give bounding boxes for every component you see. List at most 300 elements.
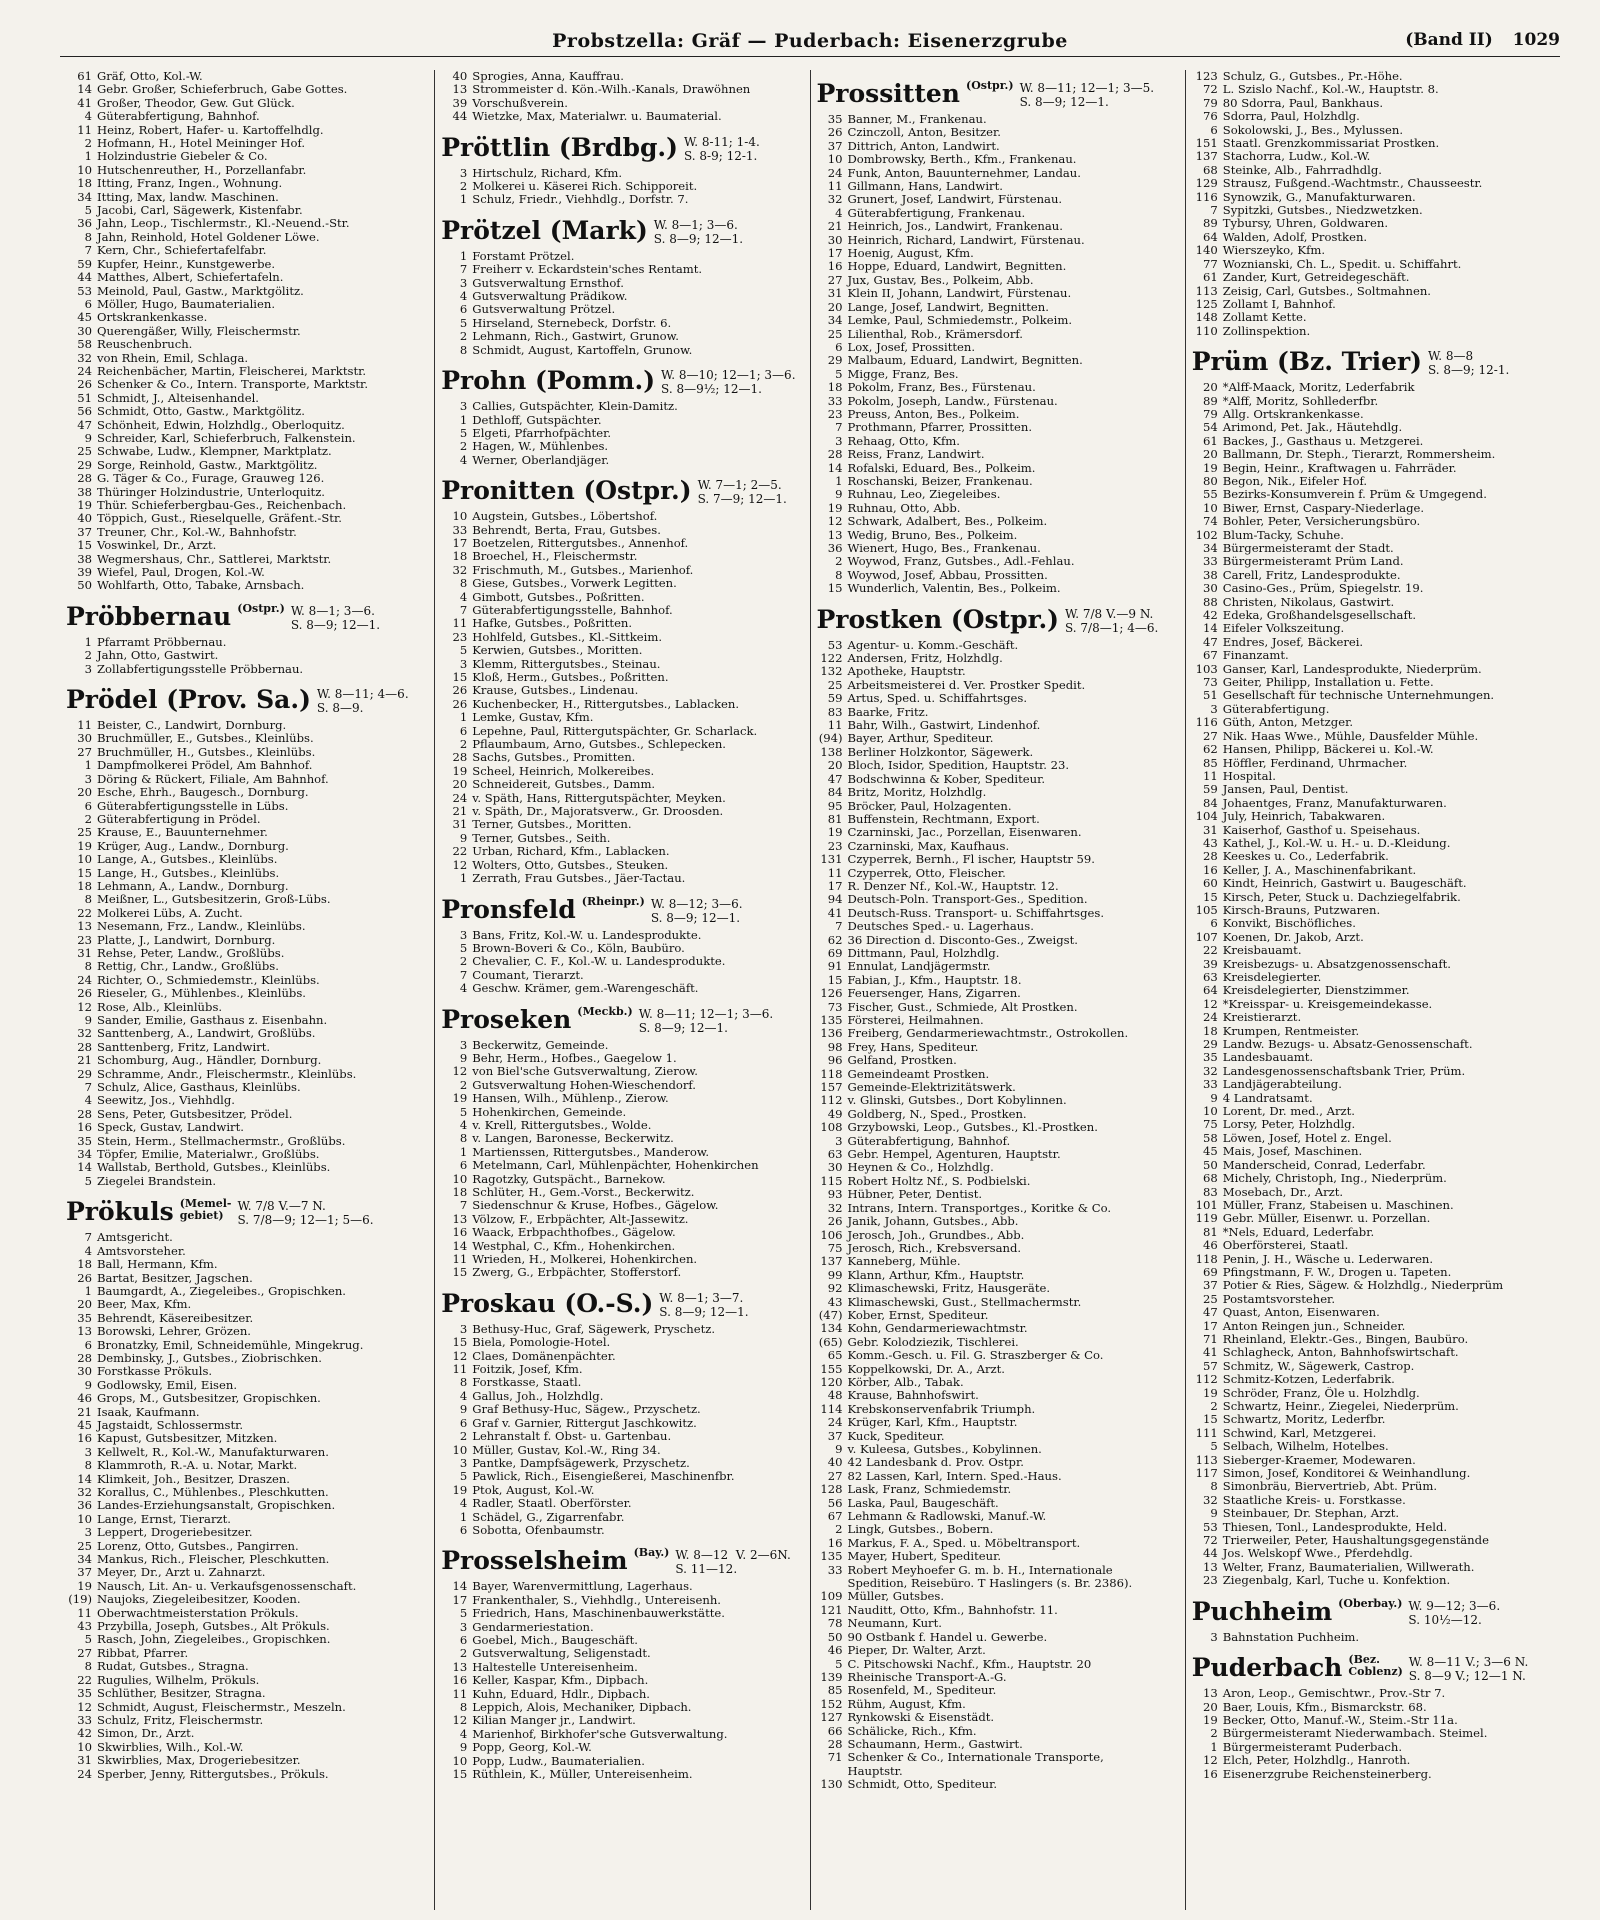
- phone-number: 19: [1202, 1713, 1218, 1727]
- subscriber-text: Waack, Erbpachthofbes., Gägelow.: [472, 1226, 676, 1240]
- subscriber-text: Schmidt, Otto, Gastw., Marktgölitz.: [97, 405, 305, 419]
- subscriber-text: Kanneberg, Mühle.: [847, 1255, 961, 1269]
- directory-entry: [1192, 1078, 1554, 1091]
- phone-number: (47): [818, 1308, 843, 1322]
- directory-entry: [1192, 448, 1554, 461]
- subscriber-text: v. Langen, Baronesse, Beckerwitz.: [472, 1132, 674, 1146]
- subscriber-text: Foitzik, Josef, Kfm.: [472, 1363, 583, 1377]
- phone-number: 57: [1202, 1359, 1218, 1373]
- phone-number: 75: [1202, 1118, 1218, 1132]
- directory-entry: [441, 818, 803, 831]
- subscriber-text: Sander, Emilie, Gasthaus z. Eisenbahn.: [97, 1014, 328, 1027]
- directory-entry: [66, 338, 428, 351]
- subscriber-text: Kirsch, Peter, Stuck u. Dachziegelfabrik.: [1222, 890, 1461, 904]
- phone-number: 79: [1202, 96, 1218, 110]
- phone-number: 26: [77, 378, 92, 392]
- phone-number: 17: [1202, 1319, 1218, 1333]
- phone-number: 36: [77, 1499, 92, 1513]
- subscriber-text: Hagen, W., Mühlenbes.: [472, 440, 609, 454]
- phone-number: 4: [459, 290, 468, 304]
- place-heading: [441, 367, 803, 396]
- phone-number: 33: [827, 1563, 843, 1577]
- subscriber-text: Anton Reingen jun., Schneider.: [1222, 1319, 1406, 1333]
- directory-entry: [817, 1282, 1179, 1295]
- directory-entry: [66, 1135, 428, 1148]
- phone-number: 27: [827, 273, 843, 287]
- directory-entry: [817, 1456, 1179, 1469]
- phone-number: 9: [459, 1051, 468, 1065]
- phone-number: 48: [827, 1389, 843, 1403]
- phone-number: 5: [84, 1633, 92, 1647]
- subscriber-text: Jahn, Leop., Tischlermstr., Kl.-Neuend.-Str.: [97, 217, 350, 231]
- phone-number: 20: [1202, 381, 1218, 395]
- phone-number: 10: [452, 510, 468, 524]
- phone-number: 20: [1202, 448, 1218, 462]
- phone-number: 29: [827, 354, 843, 368]
- directory-entry: [441, 330, 803, 343]
- directory-entry: [817, 800, 1179, 813]
- phone-number: 58: [1202, 1131, 1218, 1145]
- subscriber-text: v. Späth, Dr., Majoratsverw., Gr. Droosden.: [472, 805, 724, 819]
- page-number: 1029: [1512, 30, 1560, 50]
- phone-number: 4: [459, 1497, 468, 1511]
- subscriber-text: Krause, Gutsbes., Lindenau.: [472, 684, 639, 698]
- subscriber-text: Stein, Herm., Stellmachermstr., Großlübs.: [97, 1134, 346, 1148]
- subscriber-text: Walden, Adolf, Prostken.: [1222, 230, 1368, 244]
- subscriber-text: Geiter, Philipp, Installation u. Fette.: [1222, 676, 1434, 690]
- subscriber-text: Zerrath, Frau Gutsbes., Jäer-Tactau.: [472, 872, 686, 886]
- directory-entry: [66, 1272, 428, 1285]
- subscriber-text: Augstein, Gutsbes., Löbertshof.: [472, 510, 658, 524]
- directory-entry: [817, 1403, 1179, 1416]
- subscriber-text: Brown-Boveri & Co., Köln, Baubüro.: [472, 941, 685, 955]
- directory-entry: [66, 512, 428, 525]
- directory-entry: [441, 1199, 803, 1212]
- directory-entry: [817, 1483, 1179, 1496]
- phone-number: 16: [452, 1674, 468, 1688]
- directory-entry: [1192, 1427, 1554, 1440]
- directory-entry: [817, 341, 1179, 354]
- subscriber-text: Fabian, J., Kfm., Hauptstr. 18.: [847, 973, 1022, 987]
- subscriber-text: Becker, Otto, Manuf.-W., Steim.-Str 11a.: [1222, 1713, 1458, 1727]
- directory-entry: [441, 1119, 803, 1132]
- place-heading: [66, 1198, 428, 1227]
- subscriber-text: Leppert, Drogeriebesitzer.: [97, 1526, 253, 1540]
- subscriber-text: Speck, Gustav, Landwirt.: [97, 1121, 244, 1135]
- phone-number: 3: [84, 772, 92, 786]
- directory-entry: [441, 400, 803, 413]
- directory-entry: [441, 1159, 803, 1172]
- phone-number: 32: [827, 1201, 843, 1215]
- directory-entry: [441, 644, 803, 657]
- phone-number: 18: [452, 550, 468, 564]
- phone-number: 25: [827, 327, 843, 341]
- directory-entry: [66, 920, 428, 933]
- phone-number: 30: [77, 732, 92, 746]
- directory-entry: [66, 392, 428, 405]
- directory-entry: [1192, 1132, 1554, 1145]
- directory-entry: [1192, 529, 1554, 542]
- phone-number: 8: [459, 1376, 468, 1390]
- phone-number: 11: [827, 719, 843, 733]
- phone-number: 12: [1202, 997, 1218, 1011]
- phone-number: 12: [827, 515, 843, 529]
- phone-number: 33: [452, 523, 468, 537]
- subscriber-text: Czyperrek, Bernh., Fl ischer, Hauptstr 59.: [847, 853, 1095, 867]
- directory-entry: [1192, 97, 1554, 110]
- phone-number: 36: [77, 217, 92, 231]
- subscriber-text: Ballmann, Dr. Steph., Tierarzt, Rommersheim.: [1222, 448, 1496, 462]
- subscriber-text: Lilienthal, Rob., Krämersdorf.: [847, 327, 1023, 341]
- subscriber-text: Grzybowski, Leop., Gutsbes., Kl.-Prostken.: [847, 1121, 1098, 1135]
- office-hours: W. 8—1; 3—7. S. 8—9; 12—1.: [659, 1290, 749, 1319]
- directory-entry: [817, 1470, 1179, 1483]
- directory-entry: [1192, 1186, 1554, 1199]
- directory-entry: [66, 285, 428, 298]
- subscriber-text: Klimaschewski, Gust., Stellmachermstr.: [847, 1295, 1082, 1309]
- directory-entry: [1192, 596, 1554, 609]
- phone-number: 2: [1210, 1400, 1218, 1413]
- subscriber-text: Gendarmeriestation.: [472, 1620, 594, 1634]
- directory-entry: [817, 220, 1179, 233]
- subscriber-text: Trierweiler, Peter, Haushaltungsgegenstände: [1222, 1534, 1489, 1548]
- subscriber-text: v. Krell, Rittergutsbes., Wolde.: [472, 1118, 652, 1132]
- subscriber-text: Lehranstalt f. Obst- u. Gartenbau.: [472, 1430, 672, 1444]
- subscriber-text: Backes, J., Gasthaus u. Metzgerei.: [1222, 434, 1424, 448]
- directory-entry: [66, 419, 428, 432]
- subscriber-text: Kohn, Gendarmeriewachtmstr.: [847, 1322, 1028, 1336]
- directory-entry: [441, 250, 803, 263]
- phone-number: 2: [459, 1647, 468, 1661]
- directory-entry: [66, 1001, 428, 1014]
- phone-number: 32: [827, 193, 843, 207]
- phone-number: 83: [827, 705, 843, 719]
- subscriber-text: Malbaum, Eduard, Landwirt, Begnitten.: [847, 354, 1083, 368]
- subscriber-text: Völzow, F., Erbpächter, Alt-Jassewitz.: [472, 1212, 689, 1226]
- directory-entry: [66, 759, 428, 772]
- subscriber-text: Lehmann & Radlowski, Manuf.-W.: [847, 1510, 1047, 1524]
- subscriber-text: Welter, Franz, Baumaterialien, Willwerath.: [1222, 1560, 1475, 1574]
- subscriber-text: Rheinische Transport-A.-G.: [847, 1670, 1007, 1684]
- directory-entry: [66, 1687, 428, 1700]
- directory-entry: [1192, 1494, 1554, 1507]
- phone-number: 3: [459, 1456, 468, 1470]
- subscriber-text: Jacobi, Carl, Sägewerk, Kistenfabr.: [97, 204, 303, 218]
- directory-entry: [66, 1121, 428, 1134]
- subscriber-text: Keller, Kaspar, Kfm., Dipbach.: [472, 1674, 649, 1688]
- phone-number: 8: [459, 343, 468, 357]
- subscriber-text: Güterabfertigung, Frankenau.: [847, 206, 1026, 220]
- directory-entry: [66, 137, 428, 150]
- phone-number: 46: [827, 1644, 843, 1658]
- phone-number: 32: [77, 1027, 92, 1041]
- subscriber-text: Kerwien, Gutsbes., Moritten.: [472, 644, 643, 658]
- subscriber-text: Bahr, Wilh., Gastwirt, Lindenhof.: [847, 719, 1041, 733]
- phone-number: 6: [459, 724, 468, 738]
- phone-number: 3: [1210, 1630, 1218, 1644]
- directory-entry: [66, 1499, 428, 1512]
- directory-entry: [66, 1526, 428, 1539]
- subscriber-text: Bodschwinna & Kober, Spediteur.: [847, 772, 1046, 786]
- directory-entry: [1192, 984, 1554, 997]
- subscriber-text: Kathel, J., Kol.-W. u. H.- u. D.-Kleidung.: [1222, 836, 1451, 850]
- subscriber-text: Deutsches Sped.- u. Lagerhaus.: [847, 920, 1034, 934]
- subscriber-text: Hohlfeld, Gutsbes., Kl.-Sittkeim.: [472, 630, 663, 644]
- directory-entry: [817, 542, 1179, 555]
- subscriber-text: Simon, Dr., Arzt.: [97, 1727, 195, 1741]
- phone-number: 68: [1202, 163, 1218, 177]
- subscriber-text: Quast, Anton, Eisenwaren.: [1222, 1306, 1380, 1320]
- phone-number: 117: [1195, 1467, 1218, 1481]
- directory-entry: [441, 765, 803, 778]
- subscriber-text: Molkerei Lübs, A. Zucht.: [97, 906, 243, 920]
- phone-number: 12: [1202, 1754, 1218, 1768]
- subscriber-text: Beister, C., Landwirt, Dornburg.: [97, 719, 287, 733]
- directory-entry: [66, 1566, 428, 1579]
- subscriber-text: Pfarramt Pröbbernau.: [97, 635, 227, 649]
- phone-number: 6: [835, 340, 843, 354]
- phone-number: 11: [452, 1687, 468, 1701]
- directory-entry: [1192, 1159, 1554, 1172]
- phone-number: 35: [77, 1687, 92, 1701]
- directory-entry: [66, 1258, 428, 1271]
- subscriber-text: Itting, Max, landw. Maschinen.: [97, 190, 279, 204]
- phone-number: 56: [77, 405, 92, 419]
- phone-number: 9: [459, 1741, 468, 1755]
- subscriber-text: Boetzelen, Rittergutsbes., Annenhof.: [472, 536, 689, 550]
- directory-entry: [441, 524, 803, 537]
- phone-number: 106: [820, 1228, 843, 1242]
- directory-entry: [1192, 1253, 1554, 1266]
- directory-entry: [66, 663, 428, 676]
- subscriber-text: Kupfer, Heinr., Kunstgewerbe.: [97, 257, 276, 271]
- phone-number: 19: [1202, 461, 1218, 475]
- directory-entry: [441, 1701, 803, 1714]
- directory-entry: [817, 1349, 1179, 1362]
- directory-entry: [66, 352, 428, 365]
- subscriber-text: Popp, Ludw., Baumaterialien.: [472, 1754, 645, 1768]
- phone-number: 27: [827, 1469, 843, 1483]
- phone-number: 10: [77, 853, 92, 867]
- subscriber-text: Schwabe, Ludw., Klempner, Marktplatz.: [97, 445, 332, 459]
- phone-number: 131: [820, 853, 843, 867]
- phone-number: (65): [818, 1335, 843, 1349]
- directory-entry: [817, 408, 1179, 421]
- subscriber-text: Oberwachtmeisterstation Prökuls.: [97, 1606, 299, 1620]
- phone-number: 9: [459, 831, 468, 845]
- directory-entry: [817, 193, 1179, 206]
- phone-number: 13: [452, 1212, 468, 1226]
- subscriber-text: Simon, Josef, Konditorei & Weinhandlung.: [1222, 1467, 1471, 1481]
- directory-entry: [441, 982, 803, 995]
- subscriber-text: Bronatzky, Emil, Schneidemühle, Mingekrug.: [97, 1338, 364, 1352]
- phone-number: 30: [1202, 582, 1218, 596]
- directory-entry: [66, 70, 428, 83]
- place-heading: [66, 603, 428, 632]
- phone-number: 6: [459, 1416, 468, 1430]
- phone-number: 34: [1202, 542, 1218, 555]
- phone-number: 155: [820, 1362, 843, 1376]
- subscriber-text: Jagstaidt, Schlossermstr.: [97, 1418, 244, 1432]
- directory-entry: [66, 1379, 428, 1392]
- phone-number: 1: [84, 759, 92, 773]
- directory-entry: [1192, 1279, 1554, 1292]
- directory-entry: [817, 287, 1179, 300]
- phone-number: 28: [827, 1737, 843, 1751]
- phone-number: 37: [827, 1429, 843, 1443]
- subscriber-text: Nesemann, Frz., Landw., Kleinlübs.: [97, 920, 306, 934]
- phone-number: 59: [1202, 783, 1218, 797]
- directory-entry: [817, 301, 1179, 314]
- directory-entry: [441, 97, 803, 110]
- subscriber-text: Sypitzki, Gutsbes., Niedzwetzken.: [1222, 204, 1423, 218]
- directory-entry: [66, 110, 428, 123]
- subscriber-text: Agentur- u. Komm.-Geschäft.: [847, 638, 1019, 652]
- phone-number: 3: [459, 166, 468, 180]
- subscriber-text: Gutsverwaltung Prötzel.: [472, 303, 616, 317]
- phone-number: 40: [452, 70, 468, 83]
- subscriber-text: Schwartz, Heinr., Ziegelei, Niederprüm.: [1222, 1400, 1459, 1413]
- subscriber-text: Gutsverwaltung, Seligenstadt.: [472, 1647, 651, 1661]
- directory-entry: [1192, 730, 1554, 743]
- phone-number: 41: [1202, 1346, 1218, 1360]
- phone-number: 11: [77, 719, 92, 733]
- phone-number: 11: [452, 1253, 468, 1267]
- subscriber-text: Krüger, Karl, Kfm., Hauptstr.: [847, 1416, 1018, 1430]
- phone-number: 3: [459, 657, 468, 671]
- phone-number: 28: [452, 751, 468, 765]
- subscriber-text: Pawlick, Rich., Eisengießerei, Maschinenfbr.: [472, 1470, 735, 1484]
- phone-number: 44: [1202, 1547, 1218, 1561]
- subscriber-text: Janik, Johann, Gutsbes., Abb.: [847, 1215, 1019, 1229]
- directory-entry: [1192, 1440, 1554, 1453]
- subscriber-text: Richter, O., Schmiedemstr., Kleinlübs.: [97, 973, 320, 987]
- subscriber-text: Andersen, Fritz, Holzhdlg.: [847, 652, 1003, 666]
- subscriber-text: Rehaag, Otto, Kfm.: [847, 434, 960, 448]
- directory-entry: [441, 1065, 803, 1078]
- phone-number: 137: [820, 1255, 843, 1269]
- directory-entry: [1192, 1561, 1554, 1574]
- phone-number: 12: [452, 1349, 468, 1363]
- subscriber-text: Woywod, Josef, Abbau, Prossitten.: [847, 568, 1048, 582]
- phone-number: 6: [1210, 917, 1218, 931]
- directory-entry: [441, 929, 803, 942]
- phone-number: 26: [827, 126, 843, 140]
- directory-entry: [817, 974, 1179, 987]
- subscriber-text: Hutschenreuther, H., Porzellanfabr.: [97, 163, 307, 177]
- directory-entry: [441, 564, 803, 577]
- directory-entry: [66, 1054, 428, 1067]
- subscriber-text: Gebr. Kolodziezik, Tischlerei.: [847, 1335, 1019, 1349]
- directory-entry: [66, 459, 428, 472]
- subscriber-text: Strommeister d. Kön.-Wilh.-Kanals, Drawöhnen: [472, 83, 751, 97]
- subscriber-text: Goldberg, N., Sped., Prostken.: [847, 1107, 1027, 1121]
- directory-entry: [441, 591, 803, 604]
- subscriber-text: Spedition, Reisebüro. T Haslingers (s. Br. 2386).: [847, 1577, 1133, 1591]
- phone-number: 123: [1195, 70, 1218, 83]
- subscriber-text: Lask, Franz, Schmiedemstr.: [847, 1483, 1012, 1497]
- phone-number: 63: [1202, 971, 1218, 984]
- phone-number: 3: [84, 1526, 92, 1540]
- directory-entry: [1192, 1333, 1554, 1346]
- phone-number: 80: [1202, 474, 1218, 488]
- directory-entry: [817, 934, 1179, 947]
- subscriber-text: Wegmershaus, Chr., Sattlerei, Marktstr.: [97, 552, 332, 566]
- directory-entry: [817, 987, 1179, 1000]
- directory-entry: [441, 725, 803, 738]
- subscriber-text: Freiherr v. Eckardstein'sches Rentamt.: [472, 263, 703, 277]
- subscriber-text: Pieper, Dr. Walter, Arzt.: [847, 1644, 986, 1658]
- subscriber-text: Sieberger-Kraemer, Modewaren.: [1222, 1453, 1416, 1467]
- subscriber-text: Gemeindeamt Prostken.: [847, 1067, 990, 1081]
- directory-entry: [1192, 743, 1554, 756]
- subscriber-text: v. Kuleesa, Gutsbes., Kobylinnen.: [847, 1443, 1042, 1456]
- directory-entry: [1192, 555, 1554, 568]
- directory-entry: [66, 405, 428, 418]
- directory-entry: [1192, 1467, 1554, 1480]
- subscriber-text: Bürgermeisteramt Puderbach.: [1222, 1740, 1403, 1754]
- subscriber-text: Begon, Nik., Eifeler Hof.: [1222, 474, 1368, 488]
- subscriber-text: Landw. Bezugs- u. Absatz-Genossenschaft.: [1222, 1038, 1473, 1052]
- phone-number: 5: [459, 644, 468, 658]
- directory-entry: [817, 1564, 1179, 1577]
- directory-entry: [817, 529, 1179, 542]
- phone-number: 8: [84, 893, 92, 907]
- subscriber-text: Czarninski, Max, Kaufhaus.: [847, 839, 1010, 853]
- subscriber-text: Bruchmüller, E., Gutsbes., Kleinlübs.: [97, 732, 314, 746]
- directory-entry: [817, 1108, 1179, 1121]
- directory-entry: [1192, 1038, 1554, 1051]
- directory-entry: [66, 1014, 428, 1027]
- phone-number: 111: [1195, 1426, 1218, 1440]
- subscriber-text: Lehmann, Rich., Gastwirt, Grunow.: [472, 330, 679, 344]
- phone-number: 17: [827, 247, 843, 261]
- phone-number: 25: [77, 826, 92, 840]
- place-region-note: (Rheinpr.): [581, 894, 645, 908]
- phone-number: 30: [827, 233, 843, 247]
- directory-entry: [441, 577, 803, 590]
- directory-entry: [817, 1376, 1179, 1389]
- phone-number: 64: [1202, 984, 1218, 998]
- phone-number: 26: [77, 1271, 92, 1285]
- place-heading: [1192, 1654, 1554, 1683]
- subscriber-text: Schneidereit, Gutsbes., Damm.: [472, 778, 656, 792]
- phone-number: 61: [77, 70, 92, 83]
- phone-number: 121: [820, 1603, 843, 1617]
- subscriber-text: *Alff, Moritz, Sohllederfbr.: [1222, 394, 1379, 408]
- subscriber-text: Landjägerabteilung.: [1222, 1078, 1342, 1092]
- directory-entry: [441, 1146, 803, 1159]
- subscriber-text: Kirsch-Brauns, Putzwaren.: [1222, 903, 1381, 917]
- subscriber-text: Rasch, John, Ziegeleibes., Gropischken.: [97, 1633, 331, 1647]
- subscriber-text: Rühm, August, Kfm.: [847, 1697, 966, 1711]
- directory-entry: [817, 475, 1179, 488]
- directory-entry: [817, 1269, 1179, 1282]
- subscriber-text: Kloß, Herm., Gutsbes., Poßritten.: [472, 671, 669, 684]
- directory-entry: [441, 859, 803, 872]
- subscriber-text: Santtenberg, A., Landwirt, Großlübs.: [97, 1027, 316, 1041]
- phone-number: 20: [1202, 1700, 1218, 1714]
- phone-number: 37: [1202, 1279, 1218, 1293]
- directory-entry: [817, 1001, 1179, 1014]
- phone-number: 40: [77, 512, 92, 526]
- subscriber-text: Werner, Oberlandjäger.: [472, 453, 610, 467]
- directory-entry: [817, 1389, 1179, 1402]
- place-heading: [441, 896, 803, 925]
- phone-number: 47: [1202, 1306, 1218, 1320]
- directory-entry: [1192, 83, 1554, 96]
- phone-number: 14: [77, 1161, 92, 1175]
